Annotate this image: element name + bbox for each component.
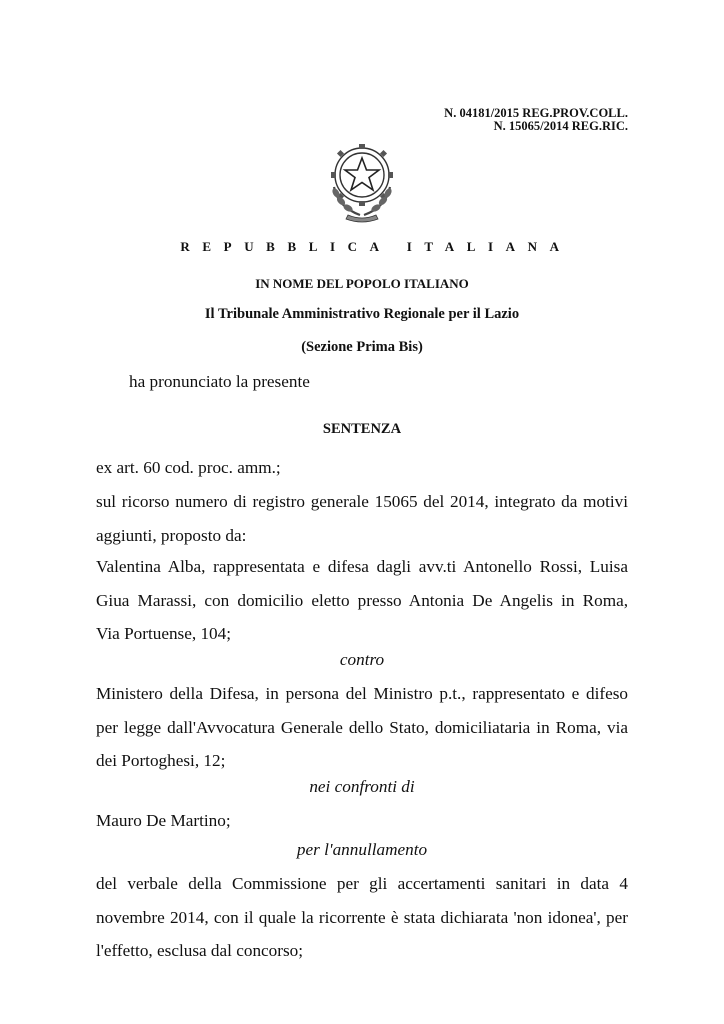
ricorso-line-1: sul ricorso numero di registro generale 15065 del 2014, integrato da motivi (96, 492, 628, 511)
controinteressato-paragraph (96, 804, 628, 838)
republic-heading: REPUBBLICA ITALIANA (180, 239, 572, 254)
ricorrente-paragraph (96, 550, 628, 651)
controinteressato-line: Mauro De Martino; (96, 811, 231, 830)
ricorrente-line-2: Giua Marassi, con domicilio eletto presso Antonia De Angelis in Roma, (96, 590, 628, 610)
verbale-line-3: l'effetto, esclusa dal concorso; (96, 941, 304, 960)
ministero-line-2: per legge dall'Avvocatura Generale dello Stato, domiciliataria in Roma, via (96, 717, 628, 737)
in-nome-heading: IN NOME DEL POPOLO ITALIANO (255, 276, 469, 291)
tribunale-heading: Il Tribunale Amministrativo Regionale per il Lazio (204, 306, 520, 322)
contro-heading: contro (339, 650, 385, 669)
ministero-line-3: dei Portoghesi, 12; (96, 751, 226, 770)
italian-republic-emblem-icon (320, 135, 404, 223)
document-reference-numbers (444, 107, 628, 133)
sentenza-heading: SENTENZA (322, 421, 402, 437)
ministero-line-1: Ministero della Difesa, in persona del Ministro p.t., rappresentato e difeso (96, 684, 628, 703)
ricorso-paragraph (96, 485, 628, 552)
verbale-line-2: novembre 2014, con il quale la ricorrente è stata dichiarata 'non idonea', per (96, 907, 628, 927)
nei-confronti-heading: nei confronti di (309, 777, 415, 796)
ricorrente-line-1: Valentina Alba, rappresentata e difesa dagli avv.ti Antonello Rossi, Luisa (96, 557, 628, 576)
reg-ric-number: N. 15065/2014 REG.RIC. (493, 119, 628, 133)
ministero-paragraph (96, 677, 628, 778)
verbale-paragraph (96, 867, 628, 968)
ex-art-paragraph (96, 451, 628, 485)
prov-coll-number: N. 04181/2015 REG.PROV.COLL. (444, 106, 628, 120)
sezione-heading: (Sezione Prima Bis) (301, 339, 423, 355)
ricorrente-line-3: Via Portuense, 104; (96, 624, 232, 643)
ex-art-line: ex art. 60 cod. proc. amm.; (96, 458, 281, 477)
ricorso-line-2: aggiunti, proposto da: (96, 525, 247, 545)
verbale-line-1: del verbale della Commissione per gli accertamenti sanitari in data 4 (96, 874, 628, 893)
intro-text: ha pronunciato la presente (129, 372, 310, 391)
per-annullamento-heading: per l'annullamento (296, 840, 428, 859)
